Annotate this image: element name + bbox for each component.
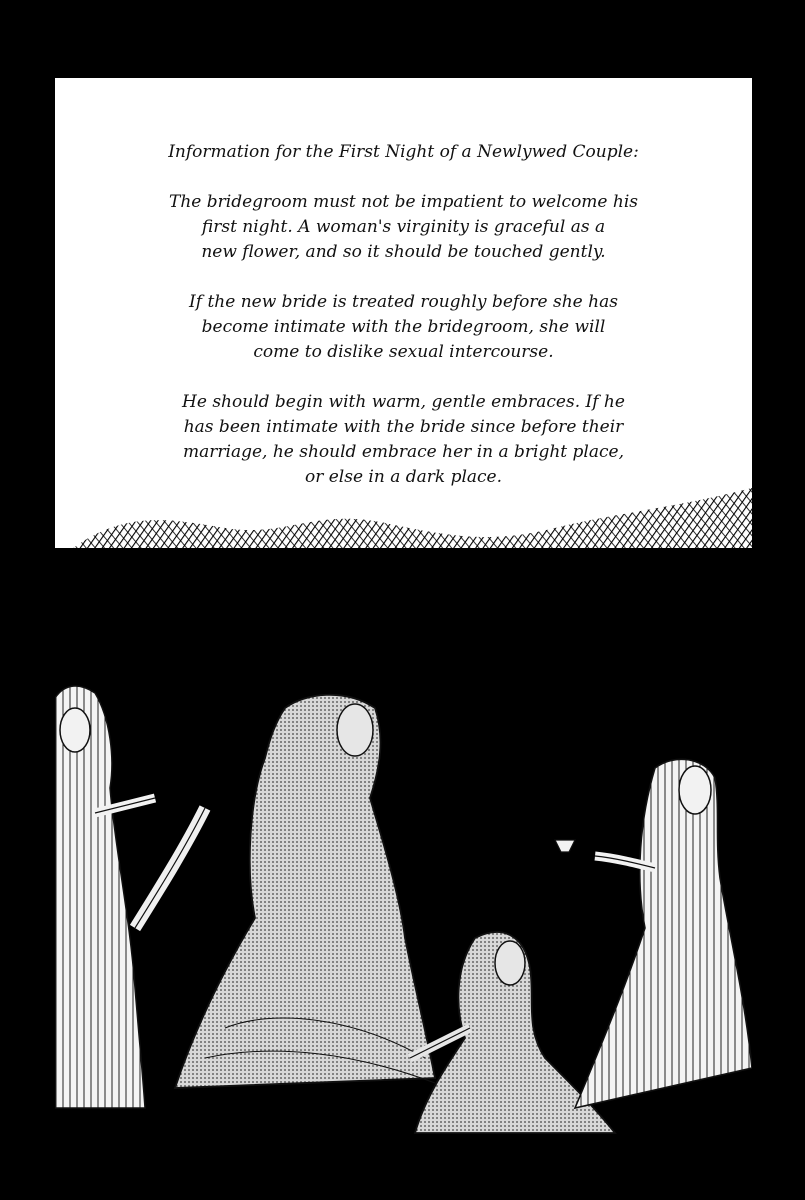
caption-paragraph-2: If the new bride is treated roughly before she has become intimate with the bridegroom, she will come to dislike sexual intercourse.: [189, 292, 618, 362]
ink-illustration: [55, 468, 752, 1138]
caption-paragraph-1: The bridegroom must not be impatient to welcome his first night. A woman's virginity is graceful as a new flower, and so it should be touched gently.: [169, 192, 638, 262]
caption-paragraph-3: He should begin with warm, gentle embraces. If he has been intimate with the bride since before their marriage, he should embrace her in a bright place, or else in a dark place.: [182, 392, 625, 487]
caption-text: [75, 140, 732, 515]
caption-title: Information for the First Night of a Newlywed Couple:: [168, 142, 639, 162]
illustration-panel: [55, 78, 752, 1138]
